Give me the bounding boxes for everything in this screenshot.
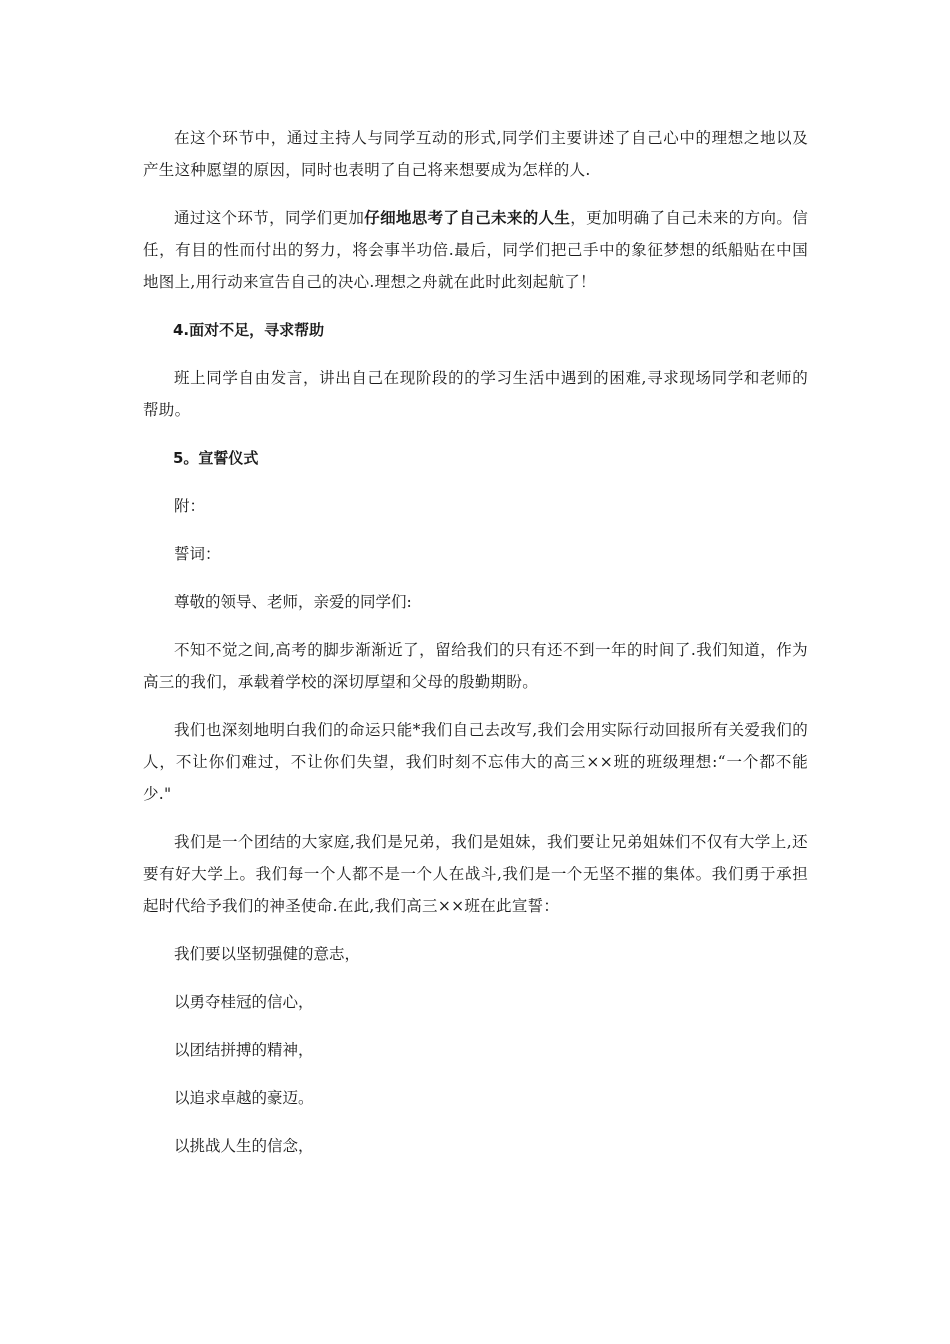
oath-paragraph-1: 不知不觉之间,高考的脚步渐渐近了，留给我们的只有还不到一年的时间了.我们知道，作为高三的我们，承载着学校的深切厚望和父母的殷勤期盼。 <box>143 641 808 691</box>
paragraph-reflection-emphasis: 仔细地思考了自己未来的人生 <box>364 209 571 227</box>
paragraph-reflection-start: 通过这个环节，同学们更加 <box>174 209 365 227</box>
oath-greeting: 尊敬的领导、老师，亲爱的同学们: <box>174 593 412 611</box>
oath-line-5: 以挑战人生的信念， <box>174 1137 314 1155</box>
oath-paragraph-3: 我们是一个团结的大家庭,我们是兄弟，我们是姐妹，我们要让兄弟姐妹们不仅有大学上,还要有好大学上。我们每一个人都不是一个人在战斗,我们是一个无坚不摧的集体。我们勇于承担起时代给予我们的神圣使命.在此,我们高三××班在此宣誓： <box>143 833 808 915</box>
paragraph-help: 班上同学自由发言，讲出自己在现阶段的的学习生活中遇到的困难,寻求现场同学和老师的帮助。 <box>143 369 808 419</box>
oath-line-4: 以追求卓越的豪迈。 <box>174 1089 314 1107</box>
oath-line-3: 以团结拼搏的精神， <box>174 1041 314 1059</box>
appendix-label: 附： <box>174 497 206 515</box>
oath-paragraph-2: 我们也深刻地明白我们的命运只能*我们自己去改写,我们会用实际行动回报所有关爱我们的人，不让你们难过，不让你们失望，我们时刻不忘伟大的高三××班的班级理想:“一个都不能少." <box>143 721 808 803</box>
paragraph-reflection <box>143 202 808 298</box>
oath-line-2: 以勇夺桂冠的信心， <box>174 993 314 1011</box>
paragraph-reflection-end: ，更加明确了自己未来的方向。信任，有目的性而付出的努力，将会事半功倍.最后，同学们把己手中的象征梦想的纸船贴在中国地图上,用行动来宣告自己的决心.理想之舟就在此时此刻起航了！ <box>143 209 808 291</box>
oath-label: 誓词： <box>174 545 221 563</box>
oath-line-1: 我们要以坚韧强健的意志， <box>174 945 361 963</box>
paragraph-interaction: 在这个环节中，通过主持人与同学互动的形式,同学们主要讲述了自己心中的理想之地以及产生这种愿望的原因，同时也表明了自己将来想要成为怎样的人. <box>143 129 808 179</box>
section-heading-5: 5。宣誓仪式 <box>173 449 259 467</box>
section-heading-4: 4.面对不足，寻求帮助 <box>173 321 325 339</box>
document-body <box>143 122 808 1178</box>
